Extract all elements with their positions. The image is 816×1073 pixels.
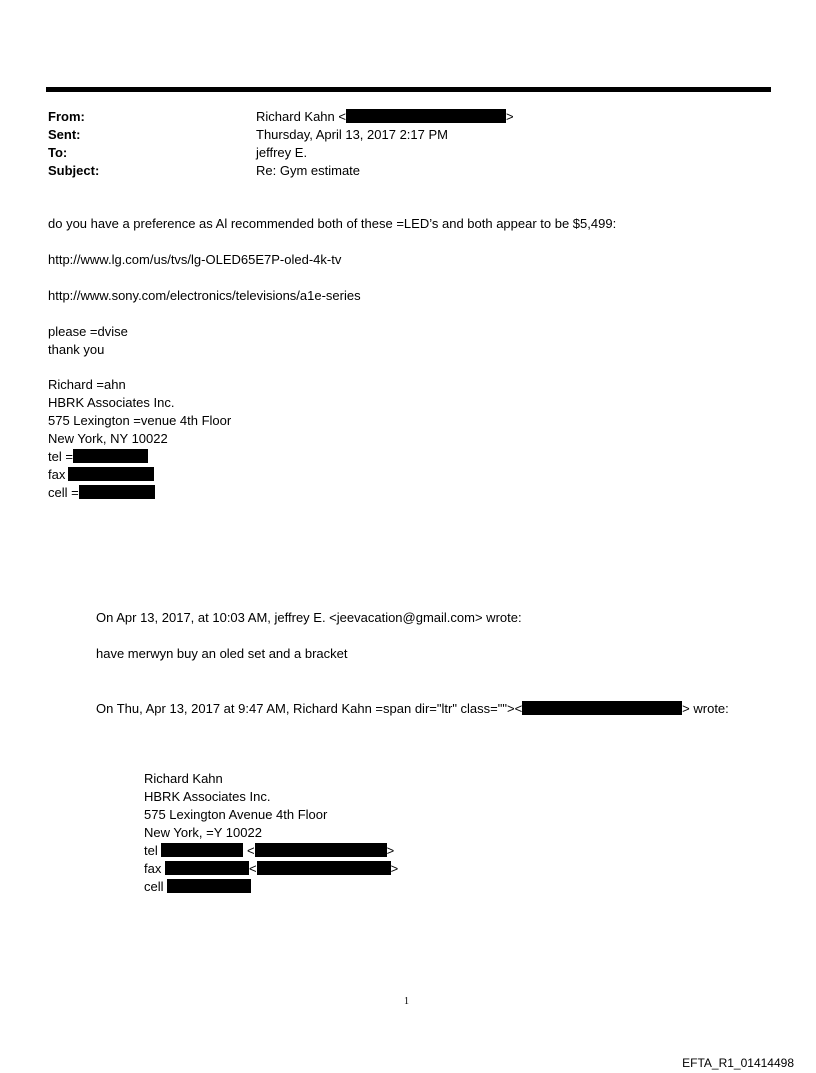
from-label: From:: [48, 109, 85, 124]
sig2-name: Richard Kahn: [144, 771, 223, 786]
document-id: EFTA_R1_01414498: [682, 1056, 794, 1070]
body-line-1: do you have a preference as Al recommended both of these =LED’s and both appear to be $5,499:: [48, 216, 617, 231]
redaction-block: [165, 861, 249, 875]
sig1-cell: [48, 485, 155, 500]
sig2-address: 575 Lexington Avenue 4th Floor: [144, 807, 328, 822]
header-rule: [46, 87, 771, 92]
body-thanks: thank you: [48, 342, 105, 357]
sig2-tel-label: tel: [144, 843, 158, 858]
redaction-block: [257, 861, 391, 875]
to-label: To:: [48, 145, 68, 160]
sig2-tel: [144, 843, 394, 858]
sony-link[interactable]: http://www.sony.com/electronics/televisions/a1e-series: [48, 288, 361, 303]
quote2-intro: [96, 701, 729, 716]
sig2-fax: [144, 861, 398, 876]
redaction-block: [79, 485, 155, 499]
sig1-tel: [48, 449, 148, 464]
redaction-block: [161, 843, 243, 857]
subject-value: Re: Gym estimate: [256, 163, 361, 178]
subject-label: Subject:: [48, 163, 100, 178]
quote2-intro-post: > wrote:: [682, 701, 729, 716]
sig2-tel-lt: <: [246, 843, 255, 858]
sig2-cell-label: cell: [144, 879, 164, 894]
redaction-block: [73, 449, 148, 463]
page-number: 1: [404, 996, 409, 1007]
sig1-company: HBRK Associates Inc.: [48, 395, 175, 410]
sig2-city: New York, =Y 10022: [144, 825, 262, 840]
sig1-address: 575 Lexington =venue 4th Floor: [48, 413, 232, 428]
sig1-name: Richard =ahn: [48, 377, 126, 392]
redaction-block: [167, 879, 251, 893]
redaction-block: [68, 467, 154, 481]
sig2-fax-lt: <: [248, 861, 257, 876]
redaction-block: [255, 843, 387, 857]
from-value: [256, 109, 514, 124]
sig2-fax-gt: >: [390, 861, 399, 876]
sent-value: Thursday, April 13, 2017 2:17 PM: [256, 127, 448, 142]
sig2-tel-gt: >: [386, 843, 395, 858]
lg-link[interactable]: http://www.lg.com/us/tvs/lg-OLED65E7P-oled-4k-tv: [48, 252, 342, 267]
to-value: jeffrey E.: [256, 145, 308, 160]
sig2-company: HBRK Associates Inc.: [144, 789, 271, 804]
sent-label: Sent:: [48, 127, 81, 142]
body-please: please =dvise: [48, 324, 128, 339]
sig2-cell: [144, 879, 251, 894]
sig2-fax-label: fax: [144, 861, 162, 876]
redaction-block: [346, 109, 506, 123]
sig1-fax: [48, 467, 154, 482]
from-name: Richard Kahn <: [256, 109, 346, 124]
sig1-cell-label: cell =: [48, 485, 79, 500]
sig1-tel-label: tel =: [48, 449, 73, 464]
quote2-intro-pre: On Thu, Apr 13, 2017 at 9:47 AM, Richard Kahn =span dir="ltr" class=""><: [96, 701, 523, 716]
from-close: >: [505, 109, 514, 124]
redaction-block: [522, 701, 682, 715]
quote1-intro: On Apr 13, 2017, at 10:03 AM, jeffrey E. <jeevacation@gmail.com> wrote:: [96, 610, 522, 625]
sig1-city: New York, NY 10022: [48, 431, 168, 446]
sig1-fax-label: fax: [48, 467, 66, 482]
quote1-text: have merwyn buy an oled set and a bracket: [96, 646, 348, 661]
